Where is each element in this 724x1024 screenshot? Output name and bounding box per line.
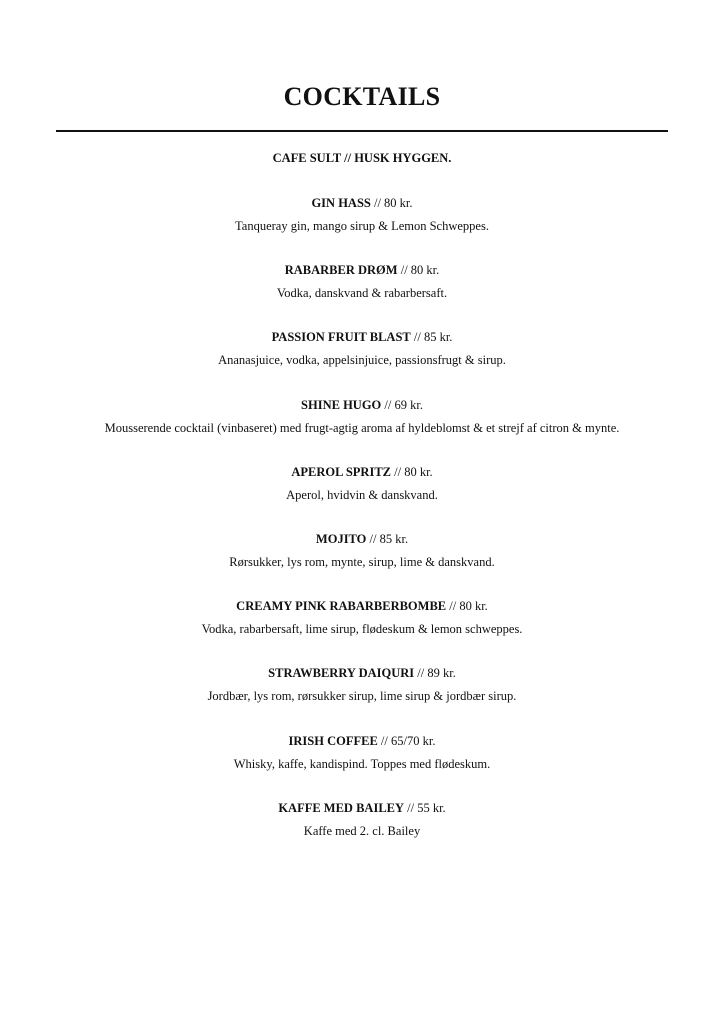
item-description: Whisky, kaffe, kandispind. Toppes med flødeskum. bbox=[233, 756, 491, 771]
item-price: // 65/70 kr. bbox=[377, 733, 436, 748]
item-price: // 89 kr. bbox=[414, 666, 456, 681]
item-price: // 80 kr. bbox=[446, 599, 488, 614]
menu-item bbox=[0, 262, 724, 329]
menu-item bbox=[0, 397, 724, 464]
menu-item bbox=[0, 733, 724, 800]
item-name: IRISH COFFEE bbox=[288, 733, 378, 748]
menu-item bbox=[0, 329, 724, 396]
item-description: Vodka, danskvand & rabarbersaft. bbox=[276, 286, 448, 301]
item-description: Kaffe med 2. cl. Bailey bbox=[303, 823, 421, 838]
item-price: // 80 kr. bbox=[391, 464, 433, 479]
item-price: // 80 kr. bbox=[370, 196, 413, 210]
item-name: GIN HASS bbox=[311, 196, 371, 210]
item-name: CREAMY PINK RABARBERBOMBE bbox=[236, 599, 447, 614]
item-price: // 55 kr. bbox=[404, 800, 446, 815]
item-description: Tanqueray gin, mango sirup & Lemon Schweppes. bbox=[235, 219, 489, 233]
item-name: SHINE HUGO bbox=[301, 397, 382, 412]
item-name: RABARBER DRØM bbox=[284, 263, 398, 278]
item-price: // 85 kr. bbox=[366, 531, 409, 546]
subtitle: CAFE SULT // HUSK HYGGEN. bbox=[272, 151, 452, 165]
menu-item bbox=[0, 531, 724, 598]
item-description: Aperol, hvidvin & danskvand. bbox=[286, 487, 438, 502]
item-price: // 80 kr. bbox=[397, 263, 440, 278]
menu-item bbox=[0, 598, 724, 665]
item-description: Jordbær, lys rom, rørsukker sirup, lime sirup & jordbær sirup. bbox=[207, 689, 517, 704]
item-description: Rørsukker, lys rom, mynte, sirup, lime & danskvand. bbox=[229, 554, 495, 569]
item-description: Mousserende cocktail (vinbaseret) med frugt-agtig aroma af hyldeblomst & et strejf af citron & mynte. bbox=[104, 420, 620, 435]
page-title: COCKTAILS bbox=[283, 82, 441, 111]
divider bbox=[56, 130, 668, 132]
item-name: KAFFE MED BAILEY bbox=[278, 800, 405, 815]
item-price: // 85 kr. bbox=[410, 330, 453, 345]
item-description: Ananasjuice, vodka, appelsinjuice, passionsfrugt & sirup. bbox=[218, 353, 506, 368]
item-name: APEROL SPRITZ bbox=[291, 464, 391, 479]
menu-item bbox=[0, 195, 724, 262]
item-price: // 69 kr. bbox=[381, 397, 423, 412]
item-description: Vodka, rabarbersaft, lime sirup, flødeskum & lemon schweppes. bbox=[201, 622, 523, 637]
menu-item bbox=[0, 800, 724, 867]
menu-item bbox=[0, 464, 724, 531]
menu-item bbox=[0, 665, 724, 732]
item-name: MOJITO bbox=[315, 531, 367, 546]
item-name: STRAWBERRY DAIQURI bbox=[268, 666, 415, 681]
item-name: PASSION FRUIT BLAST bbox=[271, 330, 411, 345]
cocktail-list bbox=[0, 195, 724, 867]
